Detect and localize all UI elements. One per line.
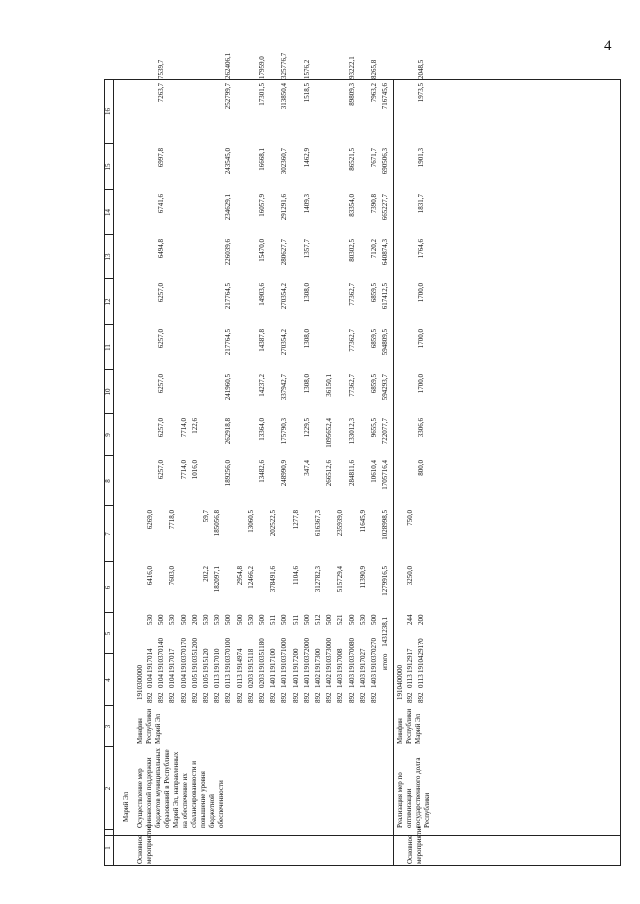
group1-target: 1910351200	[190, 638, 199, 673]
group1-value-col9: 133012,3	[347, 418, 356, 445]
group1-value-col6: 2954,8	[235, 566, 244, 586]
group1-value-col16: 7963,2	[370, 83, 378, 103]
group2-value-col10: 1700,0	[417, 374, 426, 394]
group1-section: 1401	[302, 674, 311, 688]
column-header-6: 6	[104, 585, 112, 590]
group1-section: 1403	[370, 674, 378, 688]
executor: Минфин Республики Марий Эл	[136, 708, 162, 744]
group1-section: 1403	[358, 674, 367, 688]
group1-value-col14: 6741,6	[157, 194, 166, 214]
group1-value-col16: 252799,7	[224, 83, 233, 110]
group1-target: 1910373000	[325, 638, 334, 673]
group1-value-col7: 59,7	[202, 510, 210, 523]
group1-target: 1917008	[336, 648, 345, 673]
group1-value-col14: 83354,0	[347, 194, 356, 217]
header-tick	[104, 505, 113, 506]
group2-target: 19104291?0	[417, 638, 426, 673]
page-number: 4	[604, 38, 612, 54]
group1-value-col11: 6257,0	[157, 329, 166, 349]
group1-value-col8: 13482,6	[258, 460, 266, 483]
group1-grbs: 892	[314, 692, 322, 703]
group1-value-col6: 7603,0	[168, 566, 177, 586]
rotated-table	[104, 52, 631, 866]
group1-target: 1917010	[213, 648, 222, 673]
group1-value-col10: 6859,5	[370, 374, 378, 394]
column-header-13: 13	[104, 253, 112, 261]
group1-value-col17: 262406,1	[224, 52, 233, 79]
group1-value-col17: 8265,8	[370, 59, 378, 79]
group1-target: 1910370140	[157, 638, 166, 673]
group2-expense-type: 200	[417, 614, 426, 625]
group1-expense-type: 530	[202, 614, 210, 625]
group1-value-col6: 378491,6	[269, 566, 278, 593]
group2-value-col12: 1700,0	[417, 283, 426, 303]
group2-value-col8: 800,0	[417, 460, 426, 476]
header-tick	[104, 234, 113, 235]
group1-value-col8: 284811,6	[347, 460, 356, 486]
group1-expense-type: 500	[347, 614, 356, 625]
group1-section: 1401	[291, 674, 300, 688]
group2-grbs: 892	[406, 692, 415, 703]
group1-value-col12: 217764,5	[224, 283, 233, 310]
group1-grbs: 892	[325, 692, 334, 703]
group1-grbs: 892	[157, 692, 166, 703]
group1-value-col7: 185056,8	[213, 510, 222, 537]
group1-value-col13: 7120,2	[370, 239, 378, 259]
group1-value-col9: 13364,0	[258, 418, 266, 441]
group1-value-col11: 14387,8	[258, 329, 266, 352]
group1-section: 0104	[157, 674, 166, 688]
group2-value-col14: 1831,7	[417, 194, 426, 214]
group1-value-col15: 16668,1	[258, 148, 266, 171]
group2-expense-type: 244	[406, 614, 415, 625]
group1-expense-type: 500	[258, 614, 266, 625]
group1-value-col16: 7263,7	[157, 83, 166, 103]
column-divider	[104, 835, 621, 836]
group1-value-col9: 122,6	[190, 418, 199, 434]
region-name: Марий Эл	[122, 791, 130, 822]
group1-section: 1402	[325, 674, 334, 688]
group1-target: 1917300	[314, 648, 322, 673]
group1-grbs: 892	[269, 692, 278, 703]
header-tick	[104, 413, 113, 414]
group1-value-col13: 226039,6	[224, 239, 233, 266]
group1-expense-type: 530	[213, 614, 222, 625]
header-tick	[104, 561, 113, 562]
group1-value-col12: 77362,7	[347, 283, 356, 306]
total-value-col12: 617412,5	[381, 283, 390, 310]
group1-grbs: 892	[258, 692, 266, 703]
group1-grbs: 892	[336, 692, 345, 703]
group1-value-col8: 347,4	[302, 460, 311, 476]
total-value-col8: 1705716,4	[381, 460, 390, 490]
group2-value-col11: 1700,0	[417, 329, 426, 349]
group1-value-col13: 80302,5	[347, 239, 356, 262]
column-header-5: 5	[104, 631, 112, 636]
group1-target: 1910370270	[370, 638, 378, 673]
group2-target: 1912917	[406, 648, 415, 673]
group1-section: 0105	[190, 674, 199, 688]
group1-expense-type: 500	[325, 614, 334, 625]
group1-value-col10: 77362,7	[347, 374, 356, 397]
group1-section: 0104	[179, 674, 188, 688]
event-type-2: Основное мероприятие	[406, 825, 424, 864]
group1-section: 0203	[246, 674, 255, 688]
group1-expense-type: 200	[190, 614, 199, 625]
total-value-col6: 1279916,5	[381, 566, 390, 596]
group1-value-col8: 6257,0	[157, 460, 166, 480]
group1-value-col9: 9655,5	[370, 418, 378, 438]
group2-value-col17: 2048,5	[417, 59, 426, 79]
group1-grbs: 892	[179, 692, 188, 703]
group1-value-col15: 6997,8	[157, 148, 166, 168]
group1-value-col14: 234629,1	[224, 194, 233, 221]
group1-grbs: 892	[202, 692, 210, 703]
group1-value-col7: 616367,3	[314, 510, 322, 537]
group1-value-col6: 11390,9	[358, 566, 367, 589]
group2-value-col6: 3250,0	[406, 566, 415, 586]
group1-value-col9: 6257,0	[157, 418, 166, 438]
group1-grbs: 892	[358, 692, 367, 703]
group1-value-col7: 11645,9	[358, 510, 367, 533]
group1-target: 1915118	[246, 648, 255, 673]
total-value-col11: 594809,5	[381, 329, 390, 356]
program-code: 1910300000	[136, 665, 144, 700]
group1-value-col16: 1518,5	[302, 83, 311, 103]
group1-value-col14: 7390,8	[370, 194, 378, 214]
group1-value-col13: 15470,0	[258, 239, 266, 262]
group1-grbs: 892	[291, 692, 300, 703]
group1-target: 1910370170	[179, 638, 188, 673]
group1-value-col9: 262918,8	[224, 418, 233, 445]
group1-value-col6: 12466,2	[246, 566, 255, 589]
group1-grbs: 892	[224, 692, 233, 703]
group1-expense-type: 500	[224, 614, 233, 625]
header-tick	[104, 369, 113, 370]
column-header-14: 14	[104, 209, 112, 216]
group1-section: 1403	[347, 674, 356, 688]
group1-value-col12: 1308,0	[302, 283, 311, 303]
header-divider	[113, 79, 114, 866]
group1-section: 0113	[213, 674, 222, 688]
group1-value-col16: 313850,4	[280, 83, 289, 110]
group1-section: 1403	[336, 674, 345, 688]
group1-expense-type: 521	[336, 614, 345, 625]
group1-value-col8: 10610,4	[370, 460, 378, 483]
group1-value-col11: 217764,5	[224, 329, 233, 356]
group1-grbs: 892	[146, 692, 154, 703]
group1-expense-type: 500	[179, 614, 188, 625]
group1-value-col16: 17301,5	[258, 83, 266, 106]
group1-value-col17: 7539,7	[157, 59, 166, 79]
group1-section: 0113	[235, 674, 244, 688]
group1-value-col8: 266512,6	[325, 460, 334, 487]
event-name-2: Реализация мер по оптимизации государственного долга Республики	[396, 757, 432, 828]
group2-value-col13: 1764,6	[417, 239, 426, 259]
total-value-col14: 665227,7	[381, 194, 390, 221]
group1-value-col9: 7714,0	[179, 418, 188, 438]
group1-expense-type: 511	[291, 614, 300, 625]
group1-value-col7: 13060,5	[246, 510, 255, 533]
total-value-col7: 1028998,5	[381, 510, 390, 540]
group1-expense-type: 500	[370, 614, 378, 625]
group1-target: 1917200	[291, 648, 300, 673]
group2-value-col7: 750,0	[406, 510, 415, 526]
group1-value-col6: 202,2	[202, 566, 210, 582]
header-tick	[104, 189, 113, 190]
header-tick	[104, 143, 113, 144]
group1-value-col11: 6859,5	[370, 329, 378, 349]
group1-value-col13: 6494,8	[157, 239, 166, 259]
header-tick	[104, 705, 113, 706]
group1-value-col6: 1104,6	[291, 566, 300, 585]
group1-grbs: 892	[190, 692, 199, 703]
group1-value-col8: 1016,0	[190, 460, 199, 480]
group2-grbs: 892	[417, 692, 426, 703]
column-header-11: 11	[104, 344, 112, 351]
group1-value-col7: 235939,0	[336, 510, 345, 537]
group2-section: 0113	[417, 674, 426, 688]
group1-value-col15: 7671,7	[370, 148, 378, 168]
event-name: Осуществление мер финансовой поддержки бюджетов муниципальных образований в Республике Марий Эл, направленных на обеспечение их сбалансированности и повышение уровня бюджетной обеспеченности	[136, 748, 225, 828]
group1-value-col7: 6269,0	[146, 510, 154, 530]
group1-value-col11: 77362,7	[347, 329, 356, 352]
program-code-2: 1910400000	[396, 665, 405, 700]
column-header-4: 4	[104, 678, 112, 682]
group1-target: 1917017	[168, 648, 177, 673]
group1-expense-type: 511	[269, 614, 278, 625]
group1-target: 1910370100	[224, 638, 233, 673]
group1-target: 1914974	[235, 648, 244, 673]
group1-expense-type: 530	[168, 614, 177, 625]
column-header-16: 16	[104, 108, 112, 115]
group1-section: 0113	[224, 674, 233, 688]
group1-section: 1401	[269, 674, 278, 688]
group1-value-col7: 1277,8	[291, 510, 300, 530]
group1-value-col10: 6257,0	[157, 374, 166, 394]
group1-grbs: 892	[168, 692, 177, 703]
group1-grbs: 892	[280, 692, 289, 703]
header-tick	[104, 278, 113, 279]
group1-value-col14: 1409,3	[302, 194, 311, 214]
group1-grbs: 892	[246, 692, 255, 703]
column-header-8: 8	[104, 479, 112, 483]
group1-expense-type: 530	[246, 614, 255, 625]
group1-value-col17: 1576,2	[302, 59, 311, 79]
group1-value-col12: 6257,0	[157, 283, 166, 303]
group1-expense-type: 500	[157, 614, 166, 625]
total-value-col9: 722077,7	[381, 418, 390, 445]
group1-value-col12: 14903,6	[258, 283, 266, 306]
group1-expense-type: 530	[358, 614, 367, 625]
group1-expense-type: 500	[280, 614, 289, 625]
header-tick	[104, 455, 113, 456]
group1-value-col9: 175790,3	[280, 418, 289, 445]
group1-value-col17: 325776,7	[280, 52, 289, 79]
group1-target: 1917027	[358, 648, 367, 673]
column-header-15: 15	[104, 163, 112, 171]
group1-target: 1917100	[269, 648, 278, 673]
group2-value-col9: 3306,6	[417, 418, 426, 438]
group2-value-col16: 1973,5	[417, 83, 426, 103]
group1-value-col15: 302360,7	[280, 148, 289, 175]
group1-value-col15: 243545,0	[224, 148, 233, 175]
column-header-7: 7	[104, 532, 112, 536]
group1-section: 0104	[146, 674, 154, 688]
group2-value-col15: 1901,3	[417, 148, 426, 168]
group1-value-col10: 36150,1	[325, 374, 334, 397]
group1-value-col7: 202522,5	[269, 510, 278, 537]
event-type: Основное мероприятие	[136, 825, 153, 864]
group1-value-col14: 291291,6	[280, 194, 289, 221]
group1-value-col6: 515729,4	[336, 566, 345, 593]
group1-value-col9: 1095652,4	[325, 418, 334, 448]
executor-2: Минфин Республики Марий Эл	[396, 708, 423, 744]
group1-value-col10: 1308,0	[302, 374, 311, 394]
group1-value-col17: 93222,1	[347, 56, 356, 79]
group1-target: 1910351180	[258, 638, 266, 673]
group-divider	[393, 79, 394, 866]
group1-expense-type: 512	[314, 614, 322, 625]
group1-target: 1910370080	[347, 638, 356, 673]
group1-value-col8: 248990,9	[280, 460, 289, 487]
group1-value-col16: 89809,3	[347, 83, 356, 106]
group1-value-col10: 14237,2	[258, 374, 266, 397]
group1-value-col11: 270354,2	[280, 329, 289, 356]
group1-value-col8: 7714,0	[179, 460, 188, 480]
header-tick	[104, 829, 113, 830]
group1-value-col13: 1357,7	[302, 239, 311, 259]
group1-value-col6: 6416,0	[146, 566, 154, 586]
header-tick	[104, 324, 113, 325]
group1-section: 0203	[258, 674, 266, 688]
group1-section: 1401	[280, 674, 289, 688]
group1-target: 1917014	[146, 648, 154, 673]
group1-grbs: 892	[347, 692, 356, 703]
total-value-col13: 640874,3	[381, 239, 390, 266]
group1-value-col6: 182097,1	[213, 566, 222, 593]
group1-value-col14: 16057,9	[258, 194, 266, 217]
column-header-9: 9	[104, 433, 112, 437]
group1-section: 0104	[168, 674, 177, 688]
group1-expense-type: 500	[302, 614, 311, 625]
column-header-12: 12	[104, 298, 112, 306]
group1-target: 1910371000	[280, 638, 289, 673]
total-value-col16: 716745,6	[381, 83, 390, 110]
column-header-3: 3	[104, 724, 112, 729]
column-header-1: 1	[104, 846, 112, 850]
group1-value-col8: 189256,0	[224, 460, 233, 487]
group1-expense-type: 500	[235, 614, 244, 625]
column-header-2: 2	[104, 786, 112, 791]
group1-value-col17: 17959,0	[258, 56, 266, 79]
group1-grbs: 892	[235, 692, 244, 703]
group1-value-col12: 270354,2	[280, 283, 289, 310]
group1-value-col7: 7718,0	[168, 510, 177, 530]
group1-target: 1915120	[202, 648, 210, 673]
group1-value-col12: 6859,5	[370, 283, 378, 303]
group1-grbs: 892	[213, 692, 222, 703]
group1-value-col15: 86521,5	[347, 148, 356, 171]
group1-value-col11: 1308,0	[302, 329, 311, 349]
group1-grbs: 892	[302, 692, 311, 703]
header-tick	[104, 653, 113, 654]
header-tick	[104, 612, 113, 613]
group1-grbs: 892	[370, 692, 378, 703]
column-header-10: 10	[104, 388, 112, 396]
group1-value-col13: 280627,7	[280, 239, 289, 266]
group1-value-col9: 1229,5	[302, 418, 311, 438]
group1-expense-type: 530	[146, 614, 154, 625]
group1-value-col6: 312782,3	[314, 566, 322, 593]
total-label: итого	[381, 653, 390, 670]
group1-value-col10: 241960,5	[224, 374, 233, 401]
total-value-col5: 1431238,1	[381, 617, 390, 647]
group1-section: 0105	[202, 674, 210, 688]
header-tick	[104, 746, 113, 747]
group2-section: 0113	[406, 674, 415, 688]
total-value-col15: 690506,3	[381, 148, 390, 175]
total-value-col10: 594293,7	[381, 374, 390, 401]
group1-value-col15: 1462,9	[302, 148, 311, 168]
group1-value-col10: 337942,7	[280, 374, 289, 401]
group1-section: 1402	[314, 674, 322, 688]
group1-target: 1910372000	[302, 638, 311, 673]
